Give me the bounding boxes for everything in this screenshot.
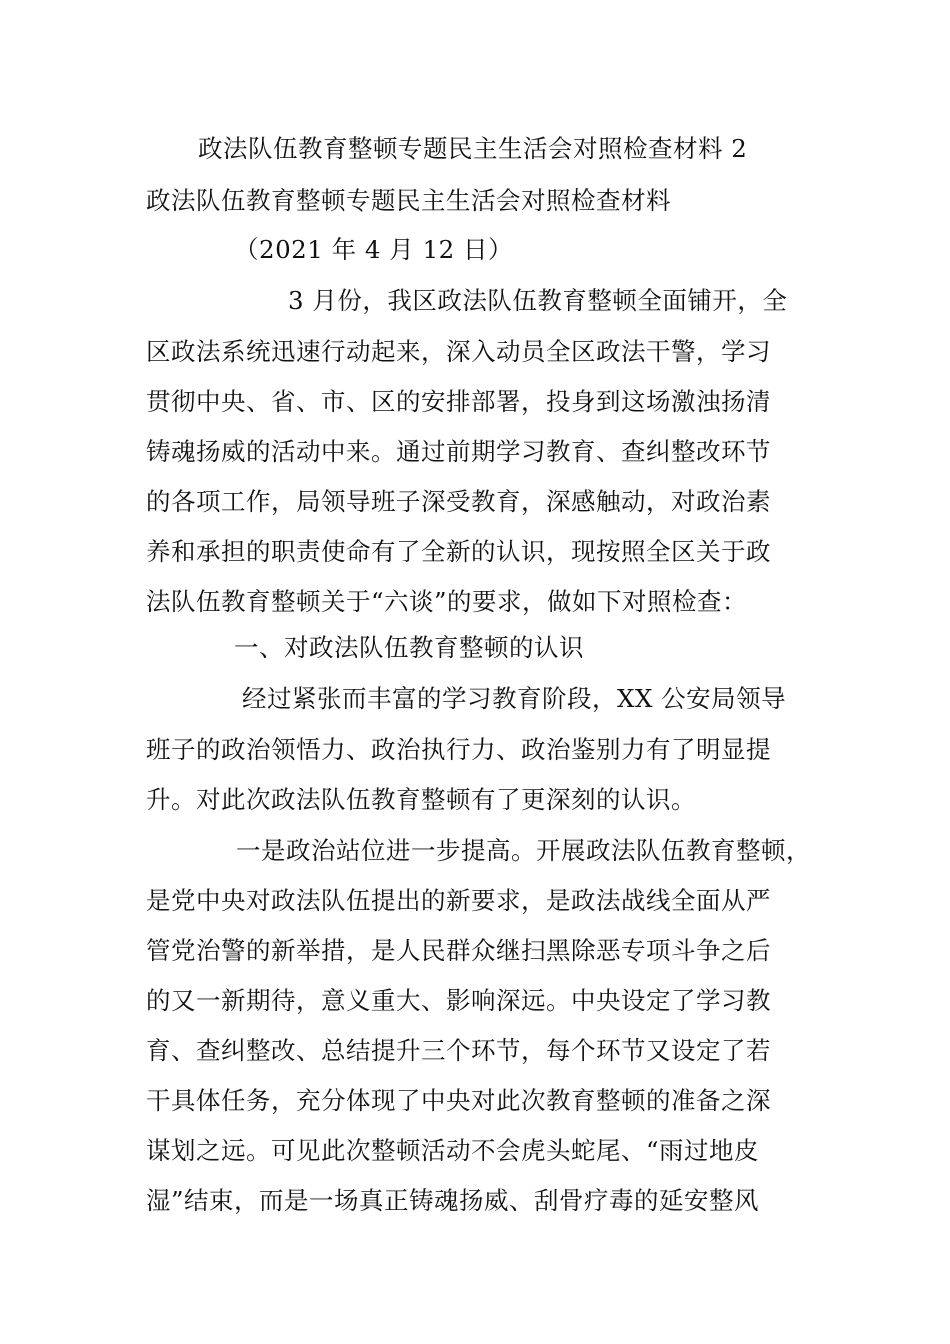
paragraph-line: 3 月份，我区政法队伍教育整顿全面铺开，全: [288, 286, 788, 315]
paragraph-line: 养和承担的职责使命有了全新的认识，现按照全区关于政: [146, 537, 771, 566]
paragraph-line: 管党治警的新举措，是人民群众继扫黑除恶专项斗争之后: [146, 936, 771, 965]
document-date: （2021 年 4 月 12 日）: [234, 235, 514, 264]
paragraph-line: 法队伍教育整顿关于“六谈”的要求，做如下对照检查：: [146, 587, 748, 616]
paragraph-line: 的又一新期待，意义重大、影响深远。中央设定了学习教: [146, 986, 771, 1015]
paragraph-line: 班子的政治领悟力、政治执行力、政治鉴别力有了明显提: [146, 735, 771, 764]
document-subtitle: 政法队伍教育整顿专题民主生活会对照检查材料: [146, 186, 671, 215]
paragraph-line: 是党中央对政法队伍提出的新要求，是政法战线全面从严: [146, 886, 771, 915]
paragraph-line: 湿”结束，而是一场真正铸魂扬威、刮骨疗毒的延安整风: [146, 1186, 760, 1215]
section-heading: 一、对政法队伍教育整顿的认识: [234, 633, 584, 662]
paragraph-line: 一是政治站位进一步提高。开展政法队伍教育整顿，: [236, 836, 811, 865]
paragraph-line: 经过紧张而丰富的学习教育阶段，XX 公安局领导: [242, 684, 787, 713]
paragraph-line: 贯彻中央、省、市、区的安排部署，投身到这场激浊扬清: [146, 387, 771, 416]
paragraph-line: 育、查纠整改、总结提升三个环节，每个环节又设定了若: [146, 1036, 771, 1065]
paragraph-line: 的各项工作，局领导班子深受教育，深感触动，对政治素: [146, 487, 771, 516]
paragraph-line: 区政法系统迅速行动起来，深入动员全区政法干警，学习: [146, 337, 771, 366]
paragraph-line: 铸魂扬威的活动中来。通过前期学习教育、查纠整改环节: [146, 437, 771, 466]
document-title: 政法队伍教育整顿专题民主生活会对照检查材料 2: [198, 134, 748, 163]
paragraph-line: 干具体任务，充分体现了中央对此次教育整顿的准备之深: [146, 1086, 771, 1115]
paragraph-line: 升。对此次政法队伍教育整顿有了更深刻的认识。: [146, 785, 696, 814]
paragraph-line: 谋划之远。可见此次整顿活动不会虎头蛇尾、“雨过地皮: [146, 1136, 760, 1165]
